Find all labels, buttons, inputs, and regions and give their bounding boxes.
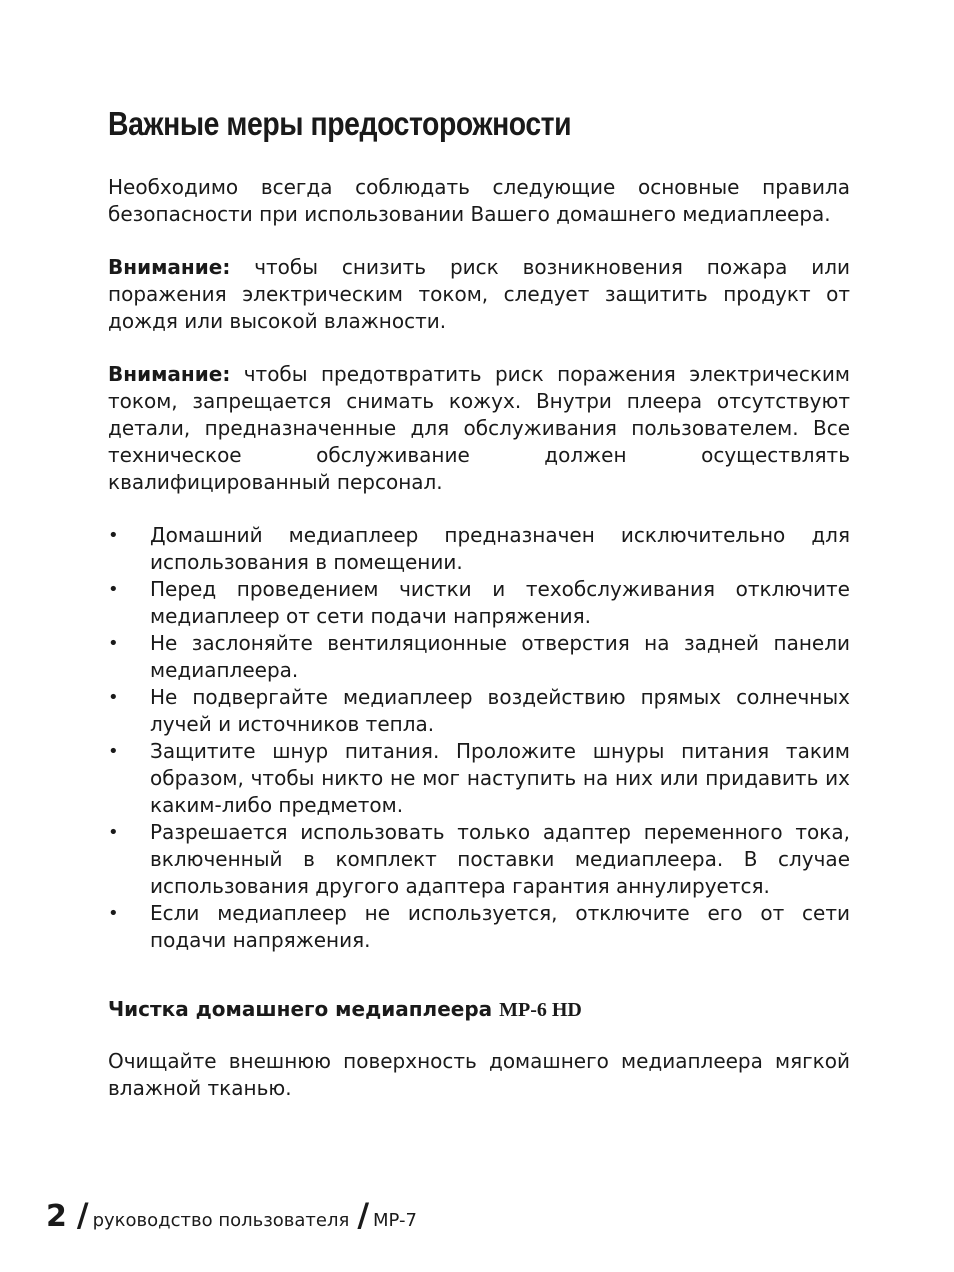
cleaning-model: MP-6 HD — [499, 999, 582, 1021]
intro-paragraph: Необходимо всегда соблюдать следующие основные правила безопасности при использовании Вашего домашнего медиаплеера. — [108, 175, 850, 226]
list-item: • Защитите шнур питания. Проложите шнуры питания таким образом, чтобы никто не мог наступить на них или придавить их каким-либо предметом. — [108, 738, 850, 819]
list-item: • Перед проведением чистки и техобслуживания отключите медиаплеер от сети подачи напряжения. — [108, 576, 850, 630]
list-item: • Домашний медиаплеер предназначен исключительно для использования в помещении. — [108, 522, 850, 576]
warning-label: Внимание: — [108, 362, 231, 386]
warning-text: чтобы предотвратить риск поражения электрическим током, запрещается снимать кожух. Внутри плеера отсутствуют детали, предназначенные для обслуживания пользователем. Все техническое обслуживание должен осуществлять квалифицированный персонал. — [108, 362, 850, 494]
cleaning-heading — [108, 995, 850, 1024]
page-content — [108, 100, 850, 1102]
cleaning-heading-text: Чистка домашнего медиаплеера — [108, 997, 493, 1021]
list-item: • Разрешается использовать только адаптер переменного тока, включенный в комплект поставки медиаплеера. В случае использования другого адаптера гарантия аннулируется. — [108, 819, 850, 900]
warning-text: чтобы снизить риск возникновения пожара или поражения электрическим током, следует защитить продукт от дождя или высокой влажности. — [108, 255, 850, 333]
safety-list — [108, 522, 850, 954]
list-item: • Не подвергайте медиаплеер воздействию прямых солнечных лучей и источников тепла. — [108, 684, 850, 738]
warning-paragraph-1 — [108, 254, 850, 335]
list-item: • Не заслоняйте вентиляционные отверстия на задней панели медиаплеера. — [108, 630, 850, 684]
cleaning-paragraph: Очищайте внешнюю поверхность домашнего медиаплеера мягкой влажной тканью. — [108, 1049, 850, 1100]
footer-model: MP-7 — [373, 1210, 417, 1231]
warning-paragraph-2 — [108, 361, 850, 496]
footer-slash: / — [357, 1196, 370, 1234]
page-number: 2 — [46, 1199, 67, 1234]
warning-label: Внимание: — [108, 255, 231, 279]
page-title: Важные меры предосторожности — [108, 105, 572, 142]
footer-slash: / — [76, 1196, 89, 1234]
page-footer — [46, 1196, 417, 1236]
footer-manual-label: руководство пользователя — [92, 1210, 350, 1231]
list-item: • Если медиаплеер не используется, отключите его от сети подачи напряжения. — [108, 900, 850, 954]
